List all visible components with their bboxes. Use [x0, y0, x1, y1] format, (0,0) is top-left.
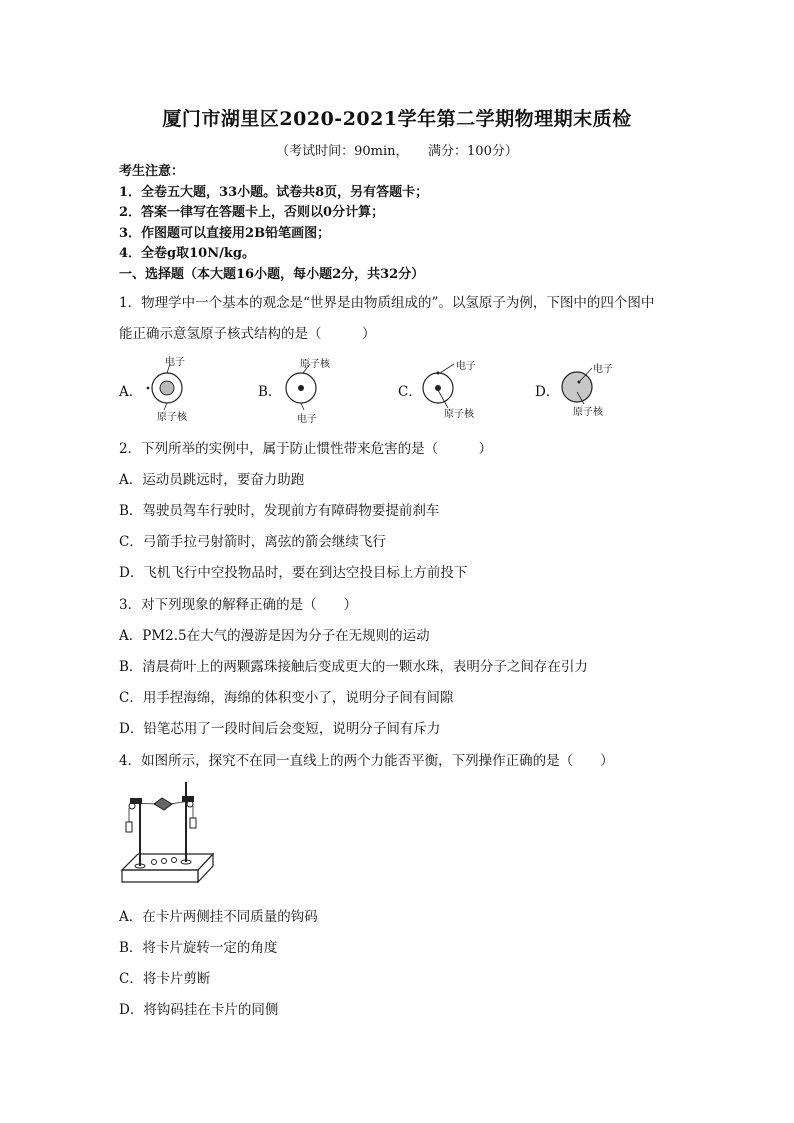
q2-option-a: A．运动员跳远时，要奋力助跑 [119, 472, 305, 488]
q1-option-a-label: A． [119, 384, 143, 400]
q1-option-c-bottom-label: 原子核 [444, 409, 474, 420]
board-object [152, 860, 157, 865]
q1-option-b-top-label: 原子核 [300, 359, 330, 370]
q1-option-b-label: B． [258, 384, 282, 400]
q4-option-c: C．将卡片剪断 [119, 971, 211, 987]
hook-weight [126, 822, 132, 832]
q1-option-d-bottom-label: 原子核 [573, 407, 603, 418]
electron-dot [147, 387, 150, 390]
q3-stem: 3．对下列现象的解释正确的是（ ） [119, 597, 358, 613]
q2-stem: 2．下列所举的实例中，属于防止惯性带来危害的是（ ） [119, 441, 493, 457]
q2-option-b: B．驾驶员驾车行驶时，发现前方有障碍物要提前刹车 [119, 503, 440, 519]
electron-dot [437, 372, 440, 375]
q3-option-d: D．铅笔芯用了一段时间后会变短，说明分子间有斥力 [119, 721, 441, 737]
board-object [162, 859, 167, 864]
hook-weight [190, 818, 196, 828]
q1-option-d-top-label: 电子 [593, 364, 613, 375]
page-title: 厦门市湖里区2020-2021学年第二学期物理期末质检 [162, 108, 632, 130]
q2-option-c: C．弓箭手拉弓射箭时，离弦的箭会继续飞行 [119, 534, 386, 550]
base-board-side [198, 854, 213, 882]
q1-option-a-bottom-label: 原子核 [157, 412, 187, 423]
notes-item: 4．全卷g取10N/kg。 [119, 246, 255, 261]
q4-option-b: B．将卡片旋转一定的角度 [119, 940, 278, 956]
q1-option-c-top-label: 电子 [456, 361, 476, 372]
atom-shaded-circle [562, 372, 592, 402]
q3-option-b: B．清晨荷叶上的两颗露珠接触后变成更大的一颗水珠，表明分子之间存在引力 [119, 659, 588, 675]
q4-option-d: D．将钩码挂在卡片的同侧 [119, 1002, 279, 1018]
q1-stem-line2: 能正确示意氢原子核式结构的是（ ） [119, 326, 376, 342]
card [154, 798, 172, 810]
leader-line [440, 364, 454, 373]
q1-stem-line1: 1．物理学中一个基本的观念是“世界是由物质组成的”。以氢原子为例，下图中的四个图中 [119, 295, 655, 311]
atom-nucleus-dot [298, 385, 304, 391]
q1-option-c-label: C． [398, 384, 422, 400]
board-object [172, 858, 177, 863]
notes-item: 3．作图题可以直接用2B铅笔画图； [119, 225, 331, 241]
q4-experiment-apparatus-diagram [118, 778, 218, 893]
leader-line [301, 403, 304, 410]
notes-item: 2．答案一律写在答题卡上，否则以0分计算； [119, 205, 385, 220]
section-heading: 一、选择题（本大题16小题，每小题2分，共32分） [119, 266, 425, 282]
notes-item: 1．全卷五大题，33小题。试卷共8页，另有答题卡； [119, 184, 429, 200]
q1-option-b-bottom-label: 电子 [297, 414, 317, 425]
q1-option-a-top-label: 电子 [165, 357, 185, 368]
exam-notes [119, 162, 428, 285]
q2-option-d: D．飞机飞行中空投物品时，要在到达空投目标上方前投下 [119, 565, 468, 581]
q4-option-a: A．在卡片两侧挂不同质量的钩码 [119, 909, 318, 925]
atom-inner-circle [160, 381, 174, 395]
notes-heading: 考生注意： [119, 164, 185, 179]
q4-stem: 4．如图所示，探究不在同一直线上的两个力能否平衡，下列操作正确的是（ ） [119, 753, 614, 769]
q1-option-d-label: D． [535, 384, 560, 400]
q3-option-c: C．用手捏海绵，海绵的体积变小了，说明分子间有间隙 [119, 690, 454, 706]
q3-option-a: A．PM2.5在大气的漫游是因为分子在无规则的运动 [119, 628, 430, 644]
base-board-front [122, 870, 198, 882]
exam-subtitle: （考试时间：90min， 满分：100分） [276, 144, 518, 159]
